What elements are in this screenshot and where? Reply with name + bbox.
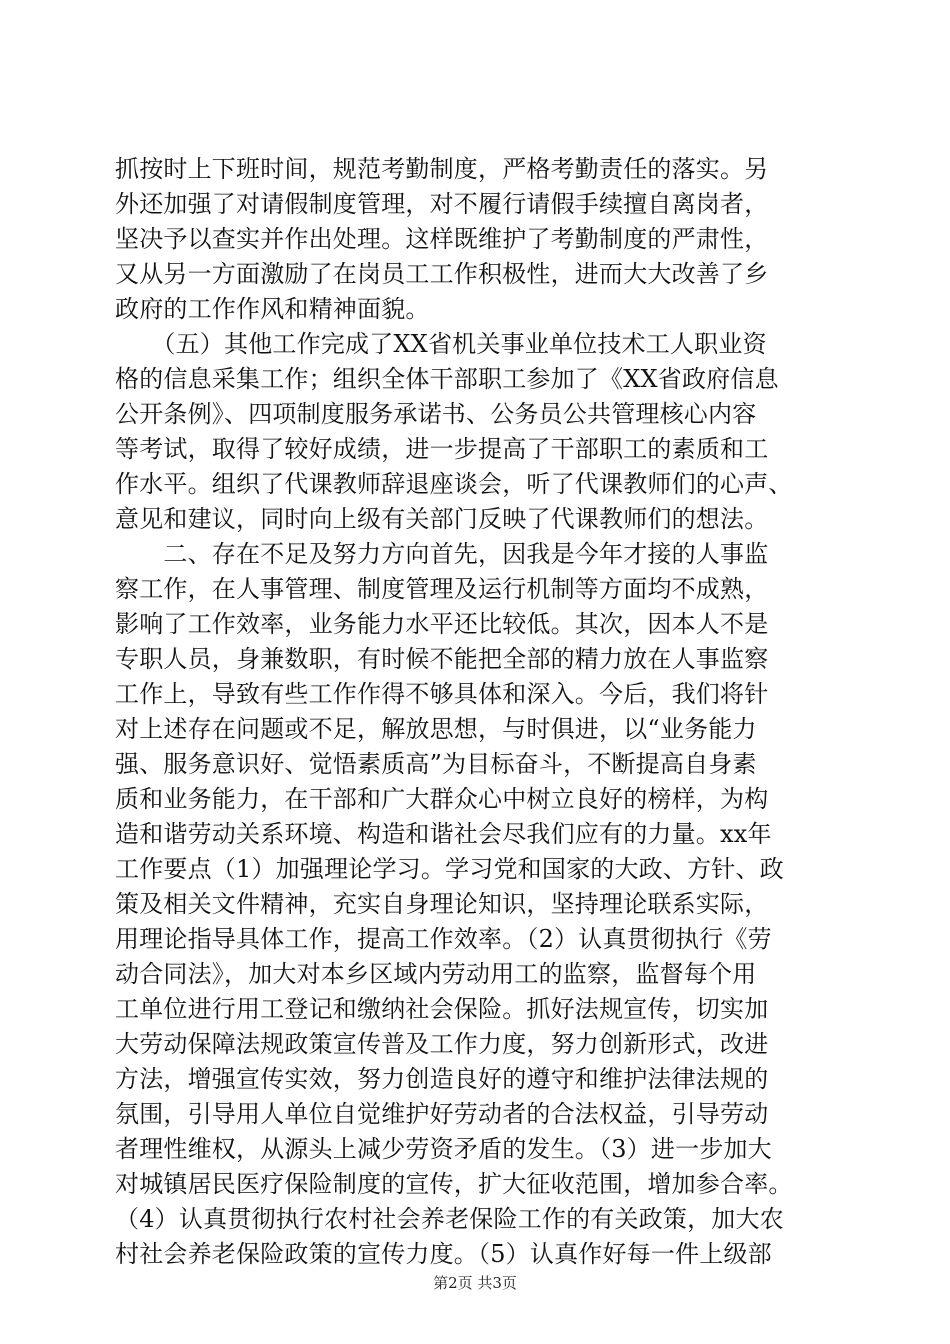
- body-line: 公开条例》、四项制度服务承诺书、公务员公共管理核心内容: [115, 400, 757, 428]
- body-line: 强、服务意识好、觉悟素质高”为目标奋斗，不断提高自身素: [115, 750, 757, 778]
- body-line: 对城镇居民医疗保险制度的宣传，扩大征收范围，增加参合率。: [115, 1170, 793, 1198]
- body-line: 政府的工作作风和精神面貌。: [115, 295, 430, 323]
- body-line: 坚决予以查实并作出处理。这样既维护了考勤制度的严肃性，: [115, 225, 769, 253]
- body-line: 大劳动保障法规政策宣传普及工作力度，努力创新形式，改进: [115, 1030, 769, 1058]
- body-line: 工单位进行用工登记和缴纳社会保险。抓好法规宣传，切实加: [115, 995, 769, 1023]
- body-line: 等考试，取得了较好成绩，进一步提高了干部职工的素质和工: [115, 435, 769, 463]
- body-line: 作水平。组织了代课教师辞退座谈会，听了代课教师们的心声、: [115, 470, 793, 498]
- body-line: 影响了工作效率，业务能力水平还比较低。其次，因本人不是: [115, 610, 769, 638]
- body-line: 又从另一方面激励了在岗员工工作积极性，进而大大改善了乡: [115, 260, 769, 288]
- body-line: 氛围，引导用人单位自觉维护好劳动者的合法权益，引导劳动: [115, 1100, 769, 1128]
- page-footer: [0, 1273, 950, 1293]
- body-line: 抓按时上下班时间，规范考勤制度，严格考勤责任的落实。另: [115, 155, 769, 183]
- body-line: 造和谐劳动关系环境、构造和谐社会尽我们应有的力量。xx年: [115, 820, 772, 848]
- body-line: 方法，增强宣传实效，努力创造良好的遵守和维护法律法规的: [115, 1065, 769, 1093]
- body-line: （4）认真贯彻执行农村社会养老保险工作的有关政策，加大农: [115, 1205, 784, 1233]
- body-line: 专职人员，身兼数职，有时候不能把全部的精力放在人事监察: [115, 645, 769, 673]
- body-line: 格的信息采集工作；组织全体干部职工参加了《XX省政府信息: [115, 365, 779, 393]
- page-number-label: 第2页 共3页: [433, 1274, 517, 1292]
- body-line: 村社会养老保险政策的宣传力度。（5）认真作好每一件上级部: [115, 1240, 772, 1268]
- body-line: 意见和建议，同时向上级有关部门反映了代课教师们的想法。: [115, 505, 769, 533]
- body-line: 工作上，导致有些工作作得不够具体和深入。今后，我们将针: [115, 680, 769, 708]
- body-line: 察工作，在人事管理、制度管理及运行机制等方面均不成熟，: [115, 575, 769, 603]
- body-line: （五）其他工作完成了XX省机关事业单位技术工人职业资: [115, 330, 767, 358]
- body-line: 动合同法》，加大对本乡区域内劳动用工的监察，监督每个用: [115, 960, 757, 988]
- body-line: 工作要点（1）加强理论学习。学习党和国家的大政、方针、政: [115, 855, 784, 883]
- body-line: 二、存在不足及努力方向首先，因我是今年才接的人事监: [115, 540, 769, 568]
- body-line: 质和业务能力，在干部和广大群众心中树立良好的榜样，为构: [115, 785, 769, 813]
- body-line: 策及相关文件精神，充实自身理论知识，坚持理论联系实际，: [115, 890, 769, 918]
- body-line: 对上述存在问题或不足，解放思想，与时俱进，以“业务能力: [115, 715, 757, 743]
- body-line: 外还加强了对请假制度管理，对不履行请假手续擅自离岗者，: [115, 190, 769, 218]
- body-line: 用理论指导具体工作，提高工作效率。（2）认真贯彻执行《劳: [115, 925, 772, 953]
- document-body: [115, 152, 841, 1272]
- body-line: 者理性维权，从源头上减少劳资矛盾的发生。（3）进一步加大: [115, 1135, 772, 1163]
